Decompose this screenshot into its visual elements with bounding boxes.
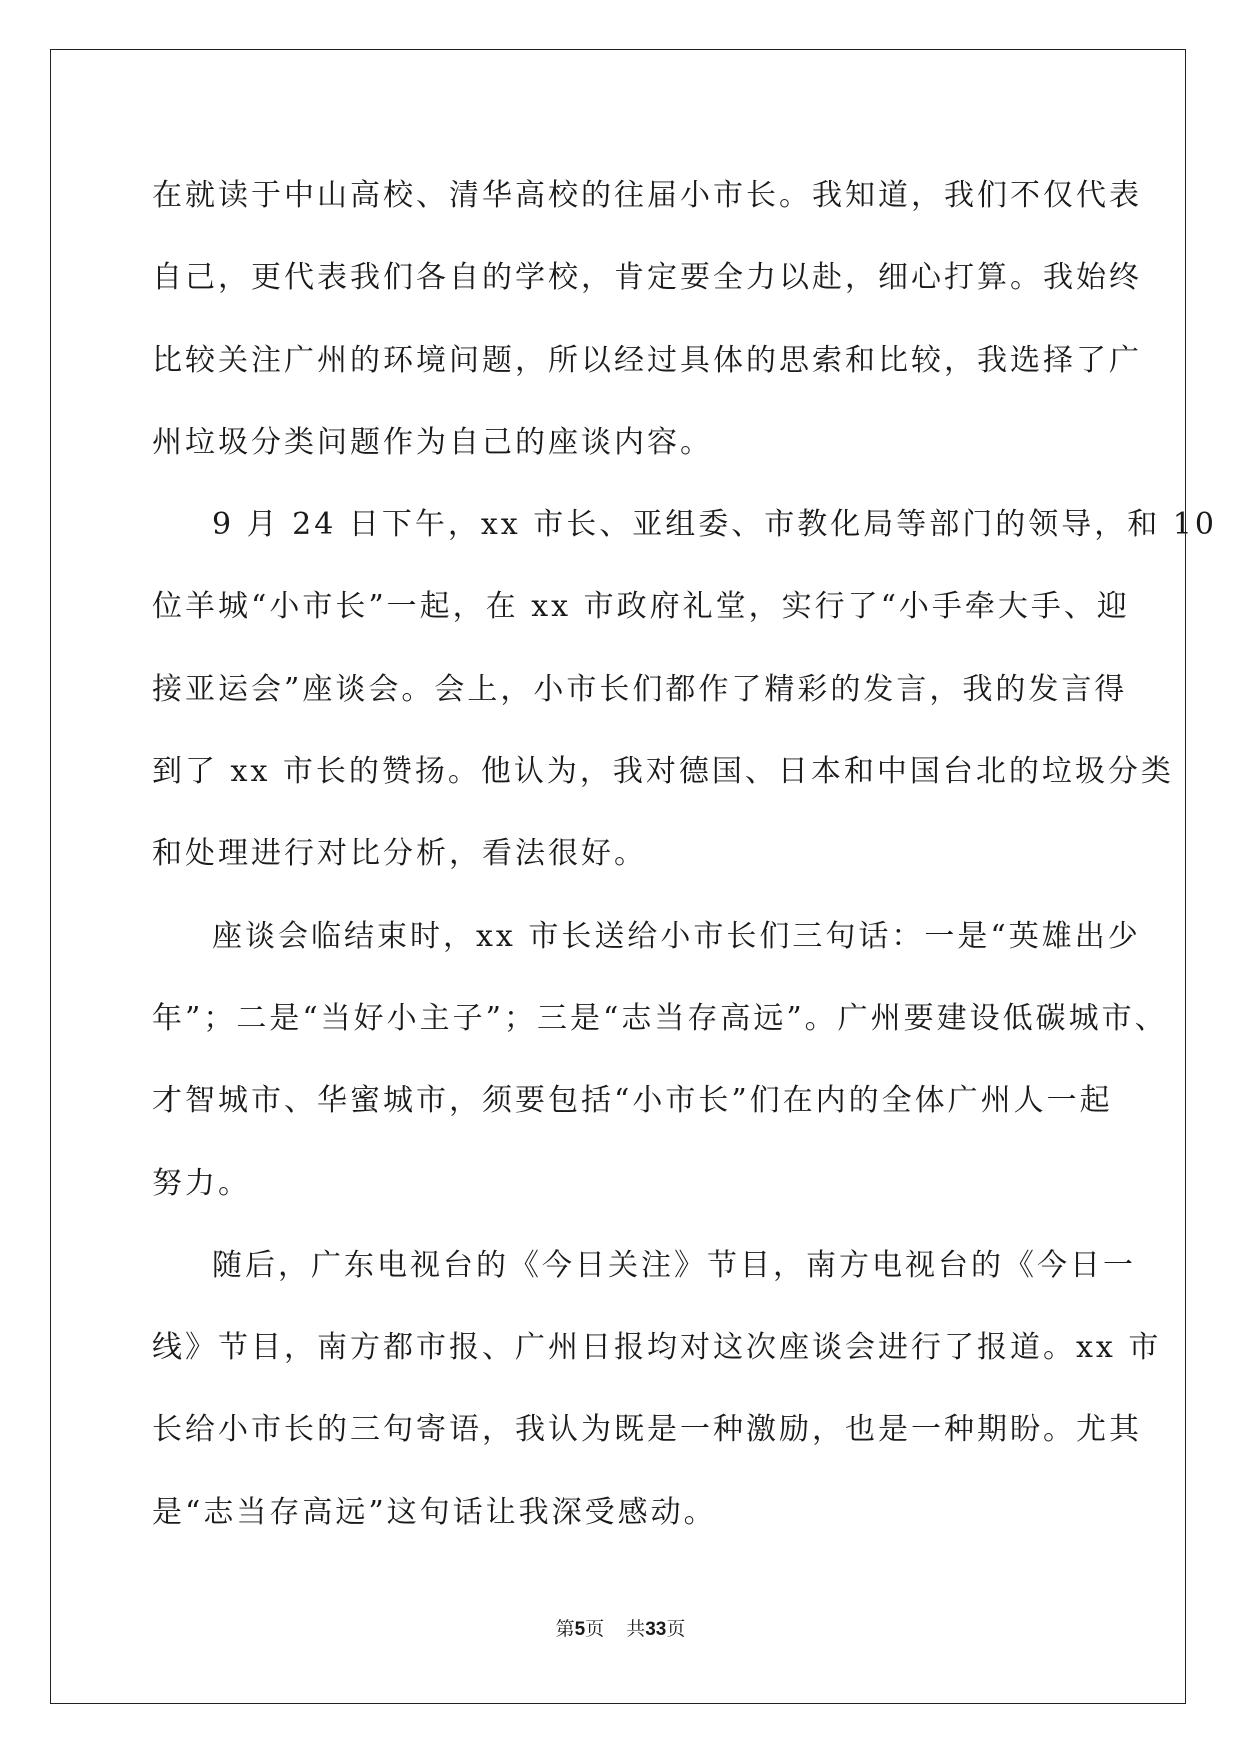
document-body (152, 155, 1217, 1554)
paragraph-4-line-2: 线》节目，南方都市报、广州日报均对这次座谈会进行了报道。xx 市 (152, 1330, 1162, 1366)
paragraph-4-line-1: 随后，广东电视台的《今日关注》节目，南方电视台的《今日一 (212, 1247, 1136, 1283)
paragraph-3-line-1: 座谈会临结束时，xx 市长送给小市长们三句话：一是“英雄出少 (212, 918, 1141, 954)
paragraph-2-line-1: 9 月 24 日下午，xx 市长、亚组委、市教化局等部门的领导，和 10 (212, 507, 1217, 543)
paragraph-1-line-3: 比较关注广州的环境问题，所以经过具体的思索和比较，我选择了广 (152, 342, 1142, 378)
footer-total-prefix: 共 (626, 1618, 646, 1640)
paragraph-1-line-4: 州垃圾分类问题作为自己的座谈内容。 (152, 424, 713, 460)
page-footer (0, 1617, 1241, 1642)
paragraph-2-line-4: 到了 xx 市长的赞扬。他认为，我对德国、日本和中国台北的垃圾分类 (152, 754, 1174, 790)
paragraph-1-line-2: 自己，更代表我们各自的学校，肯定要全力以赴，细心打算。我始终 (152, 260, 1142, 296)
footer-page-prefix: 第 (555, 1618, 575, 1640)
paragraph-2-line-3: 接亚运会”座谈会。会上，小市长们都作了精彩的发言，我的发言得 (152, 671, 1128, 707)
paragraph-3-line-3: 才智城市、华蜜城市，须要包括“小市长”们在内的全体广州人一起 (152, 1083, 1113, 1119)
footer-page-number: 5 (574, 1619, 586, 1640)
footer-total-pages: 33 (645, 1619, 667, 1640)
footer-total-suffix: 页 (666, 1618, 686, 1640)
paragraph-2-line-2: 位羊城“小市长”一起，在 xx 市政府礼堂，实行了“小手牵大手、迎 (152, 589, 1130, 625)
paragraph-1-line-1: 在就读于中山高校、清华高校的往届小市长。我知道，我们不仅代表 (152, 178, 1142, 213)
footer-page-suffix: 页 (585, 1618, 605, 1640)
paragraph-3-line-2: 年”；二是“当好小主子”；三是“志当存高远”。广州要建设低碳城市、 (152, 1000, 1168, 1036)
paragraph-2-line-5: 和处理进行对比分析，看法很好。 (152, 836, 647, 872)
paragraph-3-line-4: 努力。 (152, 1165, 251, 1201)
paragraph-4-line-3: 长给小市长的三句寄语，我认为既是一种激励，也是一种期盼。尤其 (152, 1412, 1142, 1448)
paragraph-4-line-4: 是“志当存高远”这句话让我深受感动。 (152, 1494, 717, 1530)
